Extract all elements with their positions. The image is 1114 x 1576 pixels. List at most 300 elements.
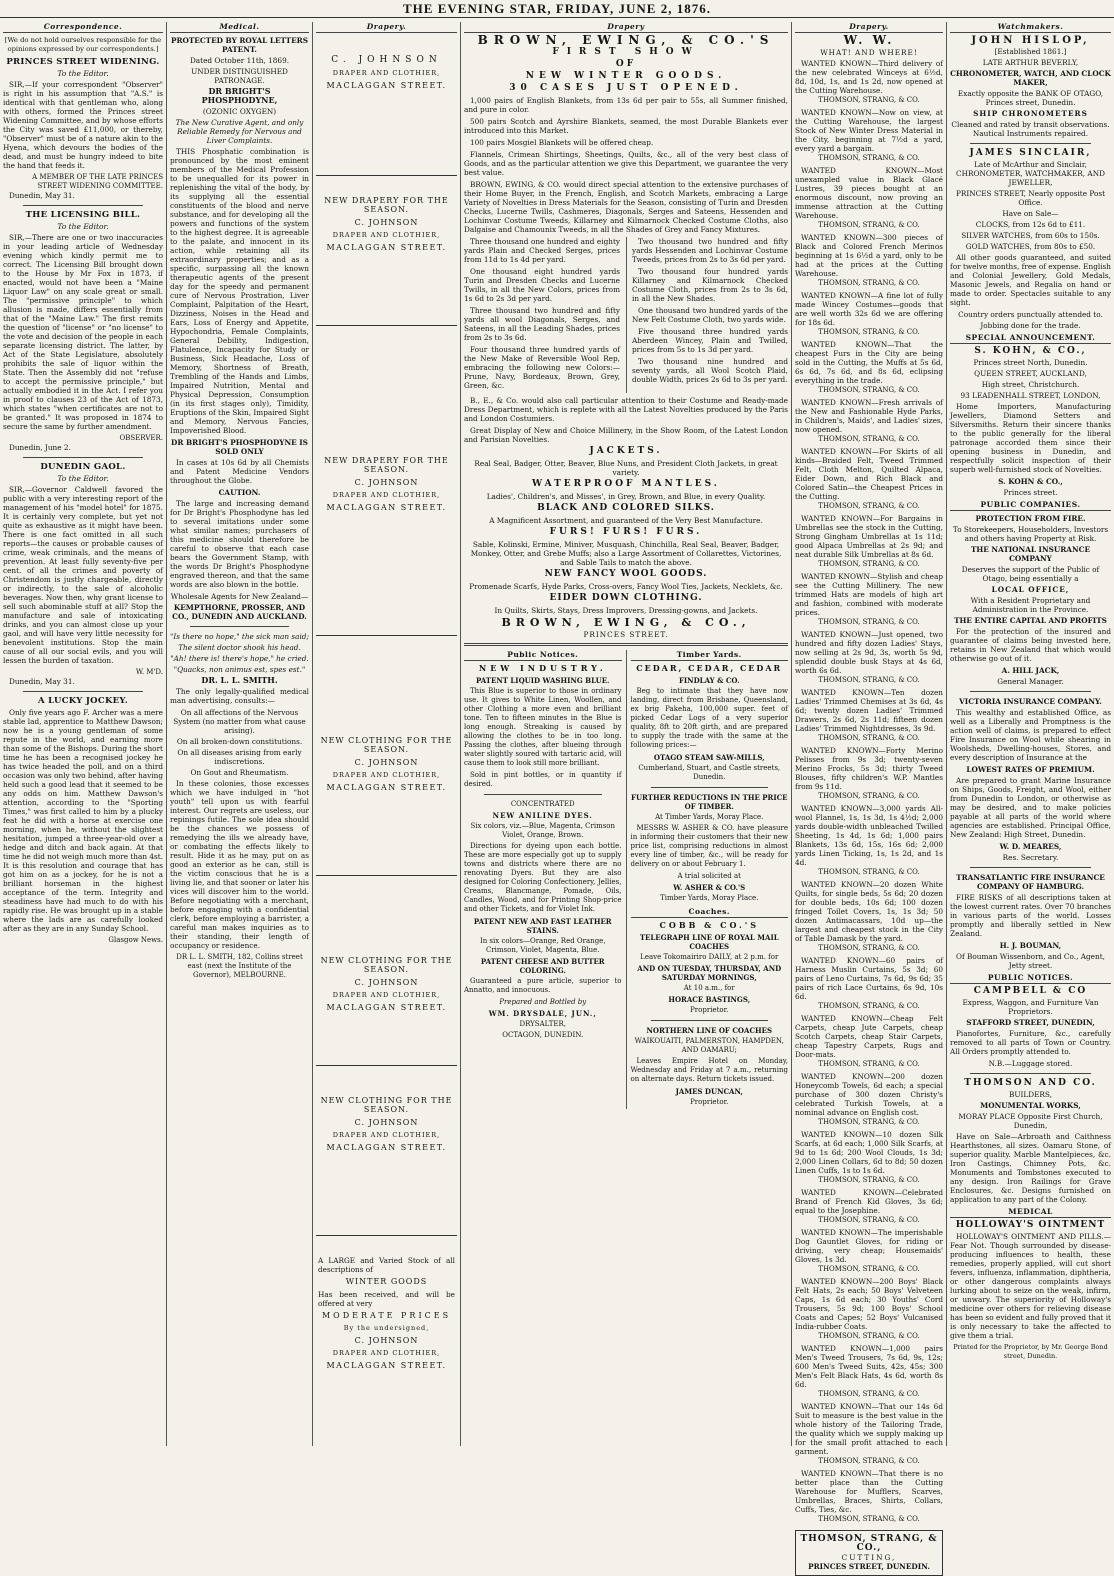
ad-trade: DRAPER AND CLOTHIER, (332, 231, 441, 239)
letter-signature: A MEMBER OF THE LATE PRINCES STREET WIDENING COMMITTEE. (32, 173, 163, 190)
subtext: In Quilts, Skirts, Stays, Dress Improvers, Dressing-gowns, and Jackets. (494, 606, 758, 615)
agents-name: KEMPTHORNE, PROSSER, AND CO., DUNEDIN AND AUCKLAND. (172, 603, 307, 621)
divider (651, 1020, 769, 1021)
notice-body: MESSRS W. ASHER & CO. have pleasure in informing their customers that their new price list, comprising reductions in almost every line of timber, &c., will be ready for delivery on or about February 1. (630, 824, 788, 868)
letter-salutation: To the Editor. (57, 222, 109, 231)
patronage: UNDER DISTINGUISHED PATRONAGE. (191, 67, 288, 85)
wanted-signature: THOMSON, STRANG, & CO. (818, 386, 920, 394)
johnson-ad (316, 36, 457, 176)
ad-address: PRINCES STREET, DUNEDIN. (808, 1562, 930, 1571)
wanted-text: WANTED KNOWN—200 Boys' Black Felt Hats, 2s each; 50 Boys' Velveteen Caps, 1s 6d each; 30 Youths' Cord Trousers, 5s 9d; 100 Boys' School Coats and Capes; 52 Boys' Vulcanised India-rubber Coats. (795, 1277, 943, 1331)
letter-body: SIR,—Governor Caldwell favored the public with a very interesting report of the management of his "model hotel" for 1875. It is certainly very complete, but yet not quite as exhaustive as it might have been. There is one fact omitted in all such reports—the causes or probable causes of crime, weak criminals, and the means of prevention. At least fully seventy-five per cent. of all the crimes and poverty of Christendom is justly chargeable, directly or indirectly, to the sale of alcoholic beverages. Now then, why grant license to sell such abominable stuff at all? Stop the manufacture and sale of intoxicating drinks, and you can almost close up your gaol, and will have very little necessity for benevolent institutions. Stop the main cause of all our social evils, and you will lessen the burden of taxation. (3, 485, 163, 665)
notice-body: Sold in pint bottles, or in quantity if desired. (464, 771, 622, 788)
subtext: Ladies', Children's, and Misses', in Grey, Brown, and Blue, in every Quality. (486, 492, 766, 501)
letter-body: SIR,—If your correspondent "Observer" is right in his assumption that "A.S." is identical with that gentleman who, along with others, formed the Princes street Widening Committee, and by whose efforts the City was saved £11,000, or thereby, "Observer" must be of a nature akin to the Hyena, which devours the bodies of the dead, and must be hungry indeed to bite the hand that feeds it. (3, 80, 163, 170)
ad-name: C. JOHNSON (354, 218, 419, 227)
firm-line: SHIP CHRONOMETERS (973, 109, 1088, 118)
notice-title: PATENT LIQUID WASHING BLUE. (475, 676, 610, 685)
letter-date: Dunedin, June 2. (9, 443, 71, 452)
notice-sub: Timber Yards, Moray Place. (660, 894, 759, 902)
wanted-item (795, 233, 943, 288)
article-source: Glasgow News. (108, 936, 163, 944)
wanted-signature: THOMSON, STRANG, & CO. (818, 1515, 920, 1523)
firm-line: Late of McArthur and Sinclair, CHRONOMETER, WATCHMAKER, AND JEWELLER, (956, 160, 1105, 187)
notice-signature: JAMES DUNCAN, (675, 1087, 743, 1096)
wanted-item (795, 398, 943, 444)
wanted-text: WANTED KNOWN—Third delivery of the new celebrated Winceys at 6½d, 8d, 10d, 1s, and 1s 2d, now opened at the Cutting Warehouse. (795, 59, 943, 95)
notice-sub: Deserves the support of the Public of Otago, being essentially a (961, 565, 1100, 583)
ad-trade: DRAPER AND CLOTHIER, (332, 1349, 441, 1357)
firm-line: Country orders punctually attended to. (958, 310, 1103, 319)
wanted-signature: THOMSON, STRANG, & CO. (818, 502, 920, 510)
ad-title: FIRST SHOW (552, 47, 700, 57)
firm-name: CAMPBELL & CO (973, 986, 1088, 996)
divider (23, 205, 143, 206)
ad-text: A LARGE and Varied Stock of all descriptions of (318, 1256, 455, 1274)
notice-title: LOCAL OFFICE, (991, 585, 1070, 594)
wanted-text: WANTED KNOWN—60 pairs of Harness Muslin Curtains, 5s 3d; 60 pairs of Leno Curtains, 7s 6d, 9s 6d; 35 pairs of rich Lace Curtains, 6s 9d, 10s 6d. (795, 956, 943, 1001)
doctor-name: DR. L. L. SMITH. (201, 675, 278, 685)
ad-subtitle: CUTTING, (841, 1553, 897, 1562)
firm-line: PRINCES STREET, Nearly opposite Post Office. (955, 189, 1106, 207)
wanted-signature: THOMSON, STRANG, & CO. (818, 944, 920, 952)
ad-headline: NEW CLOTHING FOR THE SEASON. (320, 956, 453, 974)
ad-street: MACLAGGAN STREET. (326, 1361, 447, 1370)
notice-sub: Res. Secretary. (1002, 853, 1059, 862)
wanted-text: WANTED KNOWN—That the cheapest Furs in the City are being sold in the Cutting, the Muffs at 5s 6d, 6s 6d, 7s 6d, and 8s 6d, eclipsing everything in the trade. (795, 340, 943, 385)
firm-name: HOLLOWAY'S OINTMENT (955, 1220, 1106, 1230)
ad-trade: DRAPER AND CLOTHIER, (332, 991, 441, 999)
notice-title: NORTHERN LINE OF COACHES (646, 1026, 773, 1035)
wanted-text: WANTED KNOWN—That there is no better place than the Cutting Warehouse for Mufflers, Scarves, Umbrellas, Braces, Shirts, Collars, Cuffs, Ties, &c. (795, 1469, 943, 1514)
notice-title: LOWEST RATES OF PREMIUM. (966, 765, 1095, 774)
column-brown-ewing (460, 22, 791, 1446)
caution-heading: CAUTION. (218, 488, 261, 497)
wanted-text: WANTED KNOWN—20 dozen White Quilts, for single beds, 5s 6d; 20 dozen for double beds, 10s 6d; 100 dozen fringed Toilet Covers, 1s, 1s 3d; 50 dozen Antimacassars, 10d up—the largest and cheapest stock in the City of Table Damask by the yard. (795, 880, 943, 943)
wanted-text: WANTED KNOWN—For Skirts of all kinds—Braided Felt, Tweed Trimmed Felt, Cloth Melton, Quilted Alpaca, Eider Down, and Rich Black and Colored Satin—the Cheapest Prices in the Cutting. (795, 447, 943, 501)
firm-line: Have on Sale— (1002, 209, 1059, 218)
article-title: A LUCKY JOCKEY. (38, 696, 128, 706)
letter-signature: OBSERVER. (119, 434, 163, 442)
divider (970, 143, 1091, 144)
notice-signature: H. J. BOUMAN, (999, 941, 1062, 950)
notice-title: FINDLAY & CO. (678, 676, 740, 685)
wanted-text: WANTED KNOWN—10 dozen Silk Scarfs, at 6d each; 1,000 Silk Scarfs, at 9d to 1s 6d; 200 Wool Clouds, 1s 3d; 2,000 Linen Collars, 6d to 8d; 50 dozen Linen Cuffs, 1s to 1s 6d. (795, 1130, 943, 1175)
firm-line: N.B.—Luggage stored. (988, 1059, 1073, 1068)
wanted-signature: THOMSON, STRANG, & CO. (818, 676, 920, 684)
notice-sub: Proprietor. (690, 1006, 729, 1014)
letter-signature: W. M'D. (135, 668, 163, 676)
divider (464, 643, 788, 646)
notice-body: This wealthy and established Office, as well as a Liberally and Promptness is the action well of claims, is prepared to effect Fire Insurance on Wool while shearing in Woolsheds, Dwelling-houses, Stores, and every description of Insurance at the (950, 708, 1111, 762)
letter-title: THE LICENSING BILL. (25, 210, 141, 220)
wanted-signature: THOMSON, STRANG, & CO. (818, 1118, 920, 1126)
doctor-address: DR L. L. SMITH, 182, Collins street east (next the Institute of the Governor), MELBOURNE. (176, 953, 303, 979)
verse-line: "Is there no hope," the sick man said; (170, 632, 309, 641)
notice-sub: With a Resident Proprietary and Administration in the Province. (970, 596, 1091, 614)
ad-paragraph: 100 pairs Mosgiel Blankets will be offered cheap. (470, 138, 654, 147)
wanted-signature: THOMSON, STRANG, & CO. (818, 221, 920, 229)
ad-text: Has been received, and will be offered at very (318, 1290, 455, 1308)
wanted-text: WANTED KNOWN—Stylish and cheap see the Cutting Millinery. The new trimmed Hats are models of high art and fashion, combined with moderate prices. (795, 572, 943, 617)
list-item: Two thousand two hundred and fifty yards Hessenden and Lochinvar Costume Tweeds, prices from 2s to 3s 6d per yard. (632, 237, 788, 264)
notice-body: FIRE RISKS of all descriptions taken at the lowest current rates. Over 70 branches in various parts of the world. Losses promptly and liberally settled in New Zealand. (950, 893, 1111, 938)
product-description: THIS Phosphatic combination is pronounced by the most eminent members of the Medical Profession to be unequalled for its power in replenishing the vital of the body, by its supplying all the essential constituents of the blood and nerve substance, and for developing all the powers and functions of the system to the highest degree. It is agreeable to the palate, and innocent in its action, while retaining all its extraordinary properties; and as a specific, surpassing all the known therapeutic agents of the present day for the speedy and permanent cure of Nervous Prostration, Liver Complaint, Palpitation of the Heart, Dizziness, Noises in the Head and Ears, Loss of Energy and Appetite, Hypochondria, Female Complaints, General Debility, Indigestion, Flatulence, Incapacity for Study or Business, Sick Headache, Loss of Memory, Shortness of Breath, Trembling of the Hands and Limbs, Impaired Nutrition, Mental and Physical Depression, Consumption (in its first stages only), Timidity, Eruptions of the Skin, Impaired Sight and Memory, Nervous Fancies, Impoverished Blood. (170, 147, 309, 435)
notice-sub: In six colors—Orange, Red Orange, Crimson, Violet, Magenta, Blue. (479, 937, 606, 954)
ad-signature: THOMSON, STRANG, & CO., (800, 1534, 938, 1553)
notice-sub: At 10 a.m., for (683, 984, 735, 992)
divider (190, 626, 289, 627)
ad-street: MACLAGGAN STREET. (326, 1143, 447, 1152)
letter-body: SIR,—There are one or two inaccuracies in your leading article of Wednesday evening which kindly permit me to correct. The Licensing Bill brought down to the House by Mr Fox in 1873, if enacted, would not have been a "Maine Liquor Law" on any scale great or small. The "permissive principle" to which allusion is made, differs essentially from that of the "Maine Law." The first remits the question of "license" or "no license" to the vote and decision of the people in each separate licensing district. The latter, by Act of the State Legislature, absolutely prohibits the sale of liquor within the State. Then the Assembly did not "refuse to accept the permissive principle," but actually embodied it in the Act. I refer you in proof to clauses 23 of the Act of 1873, which states "when certificates are not to be granted." It was proposed in 1874 to secure the same by further amendment. (3, 233, 163, 431)
price-notice: In cases at 10s 6d by all Chemists and Patent Medicine Vendors throughout the Globe. (170, 458, 309, 485)
section-heading: PUBLIC NOTICES. (950, 973, 1111, 984)
letter-title: DUNEDIN GAOL. (40, 462, 126, 472)
ad-name: C. JOHNSON (331, 55, 442, 65)
section-heading: SPECIAL ANNOUNCEMENT. (950, 333, 1111, 344)
divider (23, 457, 143, 458)
column-drapery-johnson (312, 22, 460, 1446)
wanted-item (795, 1130, 943, 1185)
list-item: One thousand two hundred yards of the New Felt Costume Cloth, two yards wide. (632, 306, 788, 324)
wanted-text: WANTED KNOWN—3,000 yards All-wool Flannel, 1s, 1s 3d, 1s 4½d; 2,000 yards double-width unbleached Twilled Sheeting, 1s 4d, 1s 6d; 1,000 pairs Blankets, 13s 6d, 15s, 16s 6d; 2,000 yards Linen Ticking, 1s, 1s 2d, and 1s 4d. (795, 804, 943, 867)
product-list-left (464, 237, 620, 393)
wanted-item (795, 572, 943, 627)
notice-sub: WAIKOUAITI, PALMERSTON, HAMPDEN, AND OAMARU; (634, 1037, 784, 1054)
ad-trade: DRAPER AND CLOTHIER, (332, 69, 441, 77)
ad-street: MACLAGGAN STREET. (326, 81, 447, 90)
wanted-item (795, 108, 943, 163)
firm-body: Have on Sale—Arbroath and Caithness Hearthstones, all sizes. Oamaru Stone, of superior quality. Marble Mantelpieces, &c. Iron Castings, Chimney Pots, &c. Monuments and Tombstones executed to any design. Iron Railings for Grave Enclosures, &c. Designs furnished on application to any part of the Colony. (950, 1132, 1111, 1204)
patent-date: Dated October 11th, 1869. (189, 56, 290, 65)
wanted-text: WANTED KNOWN—200 dozen Honeycomb Towels, 6d each; a special purchase of 300 dozen Christy's celebrated Turkish Towels, at a nominal advance on English cost. (795, 1072, 943, 1117)
wanted-item (795, 1469, 943, 1524)
wanted-signature: THOMSON, STRANG, & CO. (818, 1002, 920, 1010)
firm-line: [Established 1861.] (994, 47, 1067, 56)
wanted-text: WANTED KNOWN—1,000 pairs Men's Tweed Trousers, 7s 6d, 9s, 12s; 600 Men's Tweed Suits, 42s, 45s; 300 Men's Felt Black Hats, 4s 6d, worth 8s 6d. (795, 1344, 943, 1389)
list-item: One thousand eight hundred yards Turin and Dresden Checks and Lucerne Twills, in all the New Colors, prices from 1s 6d to 2s 3d per yard. (464, 267, 620, 303)
wanted-text: WANTED KNOWN—Forty Merino Pelisses from 9s 3d; twenty-seven Merino Frocks, 5s 3d; thirty Tweed Blouses, fifty children's W.P. Mantles from 9s 11d. (795, 746, 943, 791)
agents-heading: Wholesale Agents for New Zealand— (170, 592, 309, 601)
notice-title: FURTHER REDUCTIONS IN THE PRICE OF TIMBER. (630, 793, 788, 811)
ad-headline: NEW DRAPERY FOR THE SEASON. (324, 456, 449, 474)
notice-signature: A. HILL JACK, (1001, 666, 1060, 675)
product-list (464, 237, 788, 393)
firm-body: Home Importers, Manufacturing Jewellers, Diamond Setters and Silversmiths. Return their sincere thanks to the public generally for the liberal patronage accorded them since their opening business in Dunedin, and respectfully solicit inspection of their superb well-furnished stock of Novelties. (950, 402, 1111, 474)
firm-line: STAFFORD STREET, DUNEDIN, (966, 1018, 1095, 1027)
letter-salutation: To the Editor. (57, 474, 109, 483)
wanted-item (795, 514, 943, 569)
notice-title: OTAGO STEAM SAW-MILLS, (653, 753, 765, 762)
ad-headline: NEW DRAPERY FOR THE SEASON. (324, 196, 449, 214)
ad-name: C. JOHNSON (354, 1118, 419, 1127)
notice-signature: WM. DRYSDALE, JUN., (488, 1009, 597, 1018)
firm-line: MONUMENTAL WORKS, (980, 1101, 1081, 1110)
wanted-signature: THOMSON, STRANG, & CO. (818, 734, 920, 742)
column-watchmakers (946, 22, 1114, 1446)
notice-head: COBB & CO.'S (659, 920, 760, 930)
notice-sub: DRYSALTER, (519, 1020, 566, 1028)
ad-name: C. JOHNSON (354, 478, 419, 487)
doctor-line: On all broken-down constitutions. (176, 737, 303, 746)
firm-name: S. KOHN, & CO., (974, 346, 1087, 356)
wanted-signature: THOMSON, STRANG, & CO. (818, 1216, 920, 1224)
firm-line: GOLD WATCHES, from 80s to £50. (965, 242, 1096, 251)
subhead: NEW FANCY WOOL GOODS. (544, 569, 708, 579)
wanted-signature: THOMSON, STRANG, & CO. (818, 435, 920, 443)
section-heading: Medical. (170, 22, 309, 33)
ad-street: MACLAGGAN STREET. (326, 783, 447, 792)
list-item: Three thousand one hundred and eighty yards Plain and Checked Serges, prices from 11d to 1s 4d per yard. (464, 237, 620, 264)
ad-name: C. JOHNSON (354, 758, 419, 767)
wanted-signature: THOMSON, STRANG, & CO. (818, 1176, 920, 1184)
wanted-item (795, 1228, 943, 1274)
wanted-item (795, 630, 943, 685)
subtext: Real Seal, Badger, Otter, Beaver, Blue Nuns, and President Cloth Jackets, in great variety. (474, 459, 778, 477)
ad-text: By the undersigned, (343, 1324, 430, 1332)
wanted-text: WANTED KNOWN—Just opened, two hundred and fifty dozen Ladies' Stays, now selling at 2s 9d, 3s, worth 5s 9d, splendid double busk Stays at 4s 6d, worth 6s 6d. (795, 630, 943, 675)
firm-line: CHRONOMETER, WATCH, AND CLOCK MAKER, (950, 69, 1111, 87)
ad-paragraph: 1,000 pairs of English Blankets, from 13s 6d per pair to 55s, all Summer finished, and pure in color. (464, 96, 788, 114)
notice-sub: Six colors, viz.—Blue, Magenta, Crimson Violet, Orange, Brown. (470, 822, 616, 839)
timber-yards (626, 650, 789, 1109)
ad-paragraph: BROWN, EWING, & CO. would direct special attention to the extensive purchases of their Home Buyer, in the French, English, and Scotch Markets, embracing a Large Variety of Novelties in Dress Materials for the Season, consisting of Turin and Dresden Checks, Lucerne Twills, Cashmeres, Diagonals, Serges and Sateens, Hessenden and Lochinvar Costume Tweeds, Killarney and Kilmarnock Checked Costume Cloths, also Dalgaise and Chamounix Tweeds, in all the Shades of Grey and Fancy Mixtures. (464, 180, 788, 234)
divider (23, 691, 143, 692)
notice-head: CONCENTRATED (510, 800, 575, 808)
ad-trade: DRAPER AND CLOTHIER, (332, 771, 441, 779)
wanted-signature: THOMSON, STRANG, & CO. (818, 328, 920, 336)
notice-body: For the protection of the insured and guarantee of claims being invested here, retains in New Zealand that which would otherwise go out of it. (950, 627, 1111, 663)
wanted-item (795, 340, 943, 395)
firm-line: Jobbing done for the trade. (980, 321, 1081, 330)
ad-signature: BROWN, EWING, & CO., (501, 616, 751, 629)
ad-title: 30 CASES JUST OPENED. (509, 83, 743, 93)
section-heading: Watchmakers. (950, 22, 1111, 33)
ad-headline: NEW CLOTHING FOR THE SEASON. (320, 736, 453, 754)
ad-paragraph: 500 pairs Scotch and Ayrshire Blankets, seamed, the most Durable Blankets ever introduced into this Market. (464, 117, 788, 135)
wanted-text: WANTED KNOWN—Most unexampled value in Black Glacé Lustres, 39 pieces bought at an enormous discount, now proving an immense attraction at the Cutting Warehouse. (795, 166, 943, 220)
wanted-text: WANTED KNOWN—300 pieces of Black and Colored French Merinos beginning at 1s 6½d a yard, only to be had at the prices at the Cutting Warehouse. (795, 233, 943, 278)
ad-address: PRINCES STREET. (583, 630, 669, 639)
firm-line: High street, Christchurch. (981, 380, 1080, 389)
firm-line: SILVER WATCHES, from 60s to 150s. (961, 231, 1100, 240)
ad-street: MACLAGGAN STREET. (326, 1003, 447, 1012)
notice-signature: HORACE BASTINGS, (668, 995, 751, 1004)
wanted-item (795, 1072, 943, 1127)
notice-title: PATENT CHEESE AND BUTTER COLORING. (480, 957, 605, 975)
notice-body: This Blue is superior to those in ordinary use. It gives to White Linen, Woollen, and other Clothing a more even and brilliant tone. Ten to fifteen minutes in the Blue is long enough. Streaking is caused by allowing the clothes to be in too long. Passing the clothes, after blueing through water slightly soured with tartaric acid, will cause them to look still more brilliant. (464, 687, 622, 767)
list-item: Four thousand three hundred yards of the New Make of Reversible Wool Rep, embracing the following new Colors:—Prune, Navy, Bordeaux, Brown, Grey, Green, &c. (464, 345, 620, 390)
section-heading: MEDICAL (950, 1207, 1111, 1218)
notice-title: PATENT NEW AND FAST LEATHER STAINS. (473, 917, 612, 935)
ad-paragraph: Flannels, Crimean Shirtings, Sheetings, Quilts, &c., all of the very best class of Goods, and as the particular attention we give this Department, we guarantee the very best value. (464, 150, 788, 177)
wanted-item (795, 746, 943, 801)
wanted-item (795, 880, 943, 953)
wanted-list (795, 59, 943, 1524)
wanted-item (795, 166, 943, 230)
notice-body: Guaranteed a pure article, superior to Annatto, and innocuous. (464, 977, 622, 994)
wanted-signature: THOMSON, STRANG, & CO. (818, 1265, 920, 1273)
notice-title: AND ON TUESDAY, THURSDAY, AND SATURDAY MORNINGS, (637, 964, 782, 982)
wanted-item (795, 804, 943, 877)
public-notices (464, 650, 622, 1109)
notice-sub: OCTAGON, DUNEDIN. (502, 1031, 584, 1039)
firm-line: Princes street. (1003, 488, 1058, 497)
ad-name: C. JOHNSON (354, 978, 419, 987)
ad-headline: MODERATE PRICES (321, 1311, 452, 1320)
ad-title: BROWN, EWING, & CO.'S (477, 33, 775, 47)
subhead: EIDER DOWN CLOTHING. (549, 593, 703, 603)
doctor-line: On all diseases arising from early indiscretions. (177, 748, 302, 766)
section-heading: Drapery. (316, 22, 457, 33)
wanted-text: WANTED KNOWN—A fine lot of fully made Wincey Costumes—goods that are well worth 32s 6d we are offering for 18s 6d. (795, 291, 943, 327)
wanted-signature: THOMSON, STRANG, & CO. (818, 1457, 920, 1465)
wanted-item (795, 1402, 943, 1466)
firm-name: THOMSON AND CO. (964, 1078, 1097, 1088)
firm-name: JOHN HISLOP, (971, 35, 1090, 46)
caution-body: The large and increasing demand for Dr Bright's Phosphodyne has led to several imitations under some what similar names; purchasers of this medicine should therefore be careful to observe that each case bears the Government Stamp, with the words Dr Bright's Phosphodyne engraved thereon, and that the same words are also blown in the bottle. (170, 499, 309, 589)
closing-ad (795, 1530, 943, 1576)
wanted-signature: THOMSON, STRANG, & CO. (818, 279, 920, 287)
notice-title: PROTECTION FROM FIRE. (975, 514, 1086, 523)
notice-sub: Prepared and Bottled by (499, 998, 587, 1006)
firm-line: LATE ARTHUR BEVERLY, (982, 58, 1079, 67)
sold-notice: DR BRIGHT'S PHOSPHODYNE IS SOLD ONLY (171, 438, 308, 456)
subhead: JACKETS. (589, 446, 663, 456)
notice-title: THE NATIONAL INSURANCE COMPANY (970, 545, 1091, 563)
johnson-ad (316, 636, 457, 876)
ad-title: W. W. (843, 33, 895, 47)
ad-title: NEW WINTER GOODS. (525, 71, 727, 81)
notice-title: NEW ANILINE DYES. (492, 811, 593, 820)
ad-title: OF (615, 59, 637, 69)
subtext: A Magnificent Assortment, and guaranteed of the Very Best Manufacture. (489, 516, 763, 525)
patent-notice: PROTECTED BY ROYAL LETTERS PATENT. (170, 36, 309, 54)
firm-line: Express, Waggon, and Furniture Van Proprietors. (962, 998, 1099, 1016)
section-heading: Drapery (464, 22, 788, 33)
notice-sub: A trial solicited at (677, 872, 741, 880)
wanted-signature: THOMSON, STRANG, & CO. (818, 1332, 920, 1340)
divider (651, 787, 769, 788)
wanted-signature: THOMSON, STRANG, & CO. (818, 96, 920, 104)
wanted-signature: THOMSON, STRANG, & CO. (818, 154, 920, 162)
list-item: Two thousand nine hundred and seventy yards, all Wool Scotch Plaid, double Width, prices 2s 6d to 3s per yard. (632, 357, 788, 384)
wanted-signature: THOMSON, STRANG, & CO. (818, 868, 920, 876)
notice-body: Leaves Empire Hotel on Monday, Wednesday and Friday at 7 a.m., returning on alternate days. Return tickets issued. (630, 1057, 788, 1083)
wanted-item (795, 59, 943, 105)
johnson-ad (316, 876, 457, 1066)
wanted-signature: THOMSON, STRANG, & CO. (818, 792, 920, 800)
subtext: Sable, Kolinski, Ermine, Miniver, Musquash, Chinchilla, Real Seal, Beaver, Badger, Monkey, Otter, and Grebe Muffs; also a Large Assortment of Collarettes, Victorines, and Sable Tails to match the above. (470, 540, 782, 567)
subtext: Promenade Scarfs, Hyde Parks, Cross-overs, Fancy Wool Ties, Jackets, Necklets, &c. (469, 582, 783, 591)
notice-sub: Proprietor. (690, 1098, 729, 1106)
ad-street: MACLAGGAN STREET. (326, 243, 447, 252)
notice-title: TELEGRAPH LINE OF ROYAL MAIL COACHES (639, 933, 779, 951)
subhead: WATERPROOF MANTLES. (532, 479, 720, 489)
wanted-item (795, 447, 943, 511)
firm-body: HOLLOWAY'S OINTMENT AND PILLS.—Fear Not. Though surrounded by disease-producing influences to health, these remedies, properly applied, will cut short fevers, influenza, inflammation, diphtheria, or other dangerous complaints always lurking about to seize on the weak, infirm, or unwary. The superiority of Holloway's medicine over others for relieving disease has been so evident and fully proved that it is only necessary to take the affected to give them a trial. (950, 1232, 1111, 1340)
firm-line: BUILDERS, (1009, 1090, 1052, 1099)
divider (970, 1073, 1091, 1074)
ad-subtitle: WHAT! AND WHERE! (820, 48, 918, 57)
firm-body: All other goods guaranteed, and suited for twelve months, free of expense. English and Colonial Jewellery, Gold Medals, Masonic Jewels, and Regalia on hand or made to order. Spectacles suitable to any sight. (950, 253, 1111, 307)
notice-sub: General Manager. (997, 677, 1064, 686)
product-subtitle: (OZONIC OXYGEN) (202, 107, 277, 116)
firm-line: QUEEN STREET, AUCKLAND, (974, 369, 1087, 378)
divider (970, 867, 1091, 868)
doctor-line: On Gout and Rheumatism. (190, 768, 289, 777)
notice-body: Are prepared to grant Marine Insurance on Ships, Goods, Freight, and Wool, either from Dunedin to London, or otherwise as may be desired, and to make policies payable at all parts of the world where agencies are established. Principal Office, New Zealand: High Street, Dunedin. (950, 776, 1111, 839)
firm-signature: S. KOHN & CO., (998, 477, 1063, 486)
wanted-item (795, 291, 943, 337)
section-heading: Correspondence. (3, 22, 163, 33)
wanted-text: WANTED KNOWN—Ten dozen Ladies' Trimmed Chemises at 3s 6d, 4s 6d; twenty dozen Ladies' Trimmed Drawers, 2s 6d, 2s 11d; fifteen dozen Ladies' Trimmed Nightdresses, 3s 9d. (795, 688, 943, 733)
wanted-signature: THOMSON, STRANG, & CO. (818, 1060, 920, 1068)
letter-salutation: To the Editor. (57, 69, 109, 78)
product-tagline: The New Curative Agent, and only Reliable Remedy for Nervous and Liver Complaints. (175, 118, 304, 145)
section-heading: PUBLIC COMPANIES. (950, 500, 1111, 511)
ad-headline: WINTER GOODS (345, 1277, 428, 1286)
subhead: BLACK AND COLORED SILKS. (537, 503, 715, 513)
johnson-ad (316, 176, 457, 326)
notice-title: THE ENTIRE CAPITAL AND PROFITS (954, 616, 1107, 625)
subhead: FURS! FURS! FURS. (549, 527, 703, 537)
ad-paragraph: Great Display of New and Choice Millinery, in the Show Room, of the Latest London and Parisian Novelties. (464, 426, 788, 444)
ad-paragraph: B., E., & Co. would also call particular attention to their Costume and Ready-made Dress Department, which is replete with all the Latest Novelties produced by the Paris and London Costumiers. (464, 396, 788, 423)
notice-signature: W. ASHER & CO.'S (673, 883, 746, 892)
ad-street: MACLAGGAN STREET. (326, 503, 447, 512)
wanted-signature: THOMSON, STRANG, & CO. (818, 618, 920, 626)
notice-title: TRANSATLANTIC FIRE INSURANCE COMPANY OF HAMBURG. (956, 873, 1105, 891)
firm-line: Exactly opposite the BANK OF OTAGO, Princes street, Dunedin. (957, 89, 1104, 107)
doctor-line: The only legally-qualified medical man advertising, consults:— (170, 687, 309, 705)
letter-date: Dunedin, May 31. (9, 191, 75, 200)
notice-head: CEDAR, CEDAR, CEDAR (636, 663, 783, 673)
section-heading: Timber Yards. (631, 650, 789, 661)
list-item: Three thousand two hundred and fifty yards all wool Diagonals, Serges, and Sateens, in all the Leading Shades, prices from 2s to 3s 6d. (464, 306, 620, 342)
wanted-text: WANTED KNOWN—Celebrated Brand of French Kid Gloves, 3s 6d; equal to the Josephine. (795, 1188, 943, 1215)
letter-date: Dunedin, May 31. (9, 677, 75, 686)
notice-sub: Of Bouman Wissenborn, and Co., Agent, Jetty street. (956, 952, 1105, 970)
column-thomson-strang (791, 22, 946, 1571)
notice-sub: Cumberland, Stuart, and Castle streets, Dunedin. (638, 764, 781, 781)
column-medical (166, 22, 312, 1446)
wanted-text: WANTED KNOWN—Cheap Felt Carpets, cheap Jute Carpets, cheap Scotch Carpets, cheap Stair Carpets, cheap Tapestry Carpets, Rugs and Door-mats. (795, 1014, 943, 1059)
printer-notice: Printed for the Proprietor, by Mr. George Bond street, Dunedin. (953, 1343, 1108, 1360)
disclaimer: [We do not hold ourselves responsible for the opinions expressed by our correspondents.] (4, 36, 162, 53)
list-item: Five thousand three hundred yards Aberdeen Wincey, Plain and Twilled, prices from 5s to 1s 3d per yard. (632, 327, 788, 354)
masthead: THE EVENING STAR, FRIDAY, JUNE 2, 1876. (0, 0, 1114, 18)
ad-trade: DRAPER AND CLOTHIER, (332, 491, 441, 499)
notice-title: VICTORIA INSURANCE COMPANY. (959, 697, 1102, 706)
ad-headline: NEW CLOTHING FOR THE SEASON. (320, 1096, 453, 1114)
johnson-ad (316, 1066, 457, 1236)
wanted-item (795, 1188, 943, 1225)
wanted-item (795, 1014, 943, 1069)
verse-line: "Ah! there is! there's hope," he cried. (170, 654, 309, 663)
wanted-text: WANTED KNOWN—Now on view, at the Cutting Warehouse, the largest Stock of New Winter Dress Material in the City, beginning at 7½d a yard, every yard a bargain. (795, 108, 943, 153)
section-heading: Drapery. (795, 22, 943, 33)
firm-line: MORAY PLACE Opposite First Church, Dunedin, (958, 1112, 1103, 1130)
wanted-text: WANTED KNOWN—That our 14s 6d Suit to measure is the best value in the whole history of the Tailoring Trade, the quality which we supply making up for the small profit attached to each garment. (795, 1402, 943, 1456)
notice-head: NEW INDUSTRY. (478, 663, 607, 673)
section-heading: Coaches. (631, 907, 789, 918)
johnson-ad (316, 1236, 457, 1376)
notice-body: Directions for dyeing upon each bottle. These are more especially got up to supply towns and districts where there are no renovating Dyers. But they are also designed for Coloring Confectionery, Jellies, Creams, Blancmange, Pomade, Oils, Candles, Wood, and for Printing Shop-price and other Tickets, and for Violet Ink. (464, 842, 622, 913)
notice-sub: To Storekeepers, Householders, Investors and others having Property at Risk. (952, 525, 1109, 543)
firm-name: JAMES SINCLAIR, (969, 148, 1092, 158)
firm-line: CLOCKS, from 12s 6d to £11. (975, 220, 1086, 229)
